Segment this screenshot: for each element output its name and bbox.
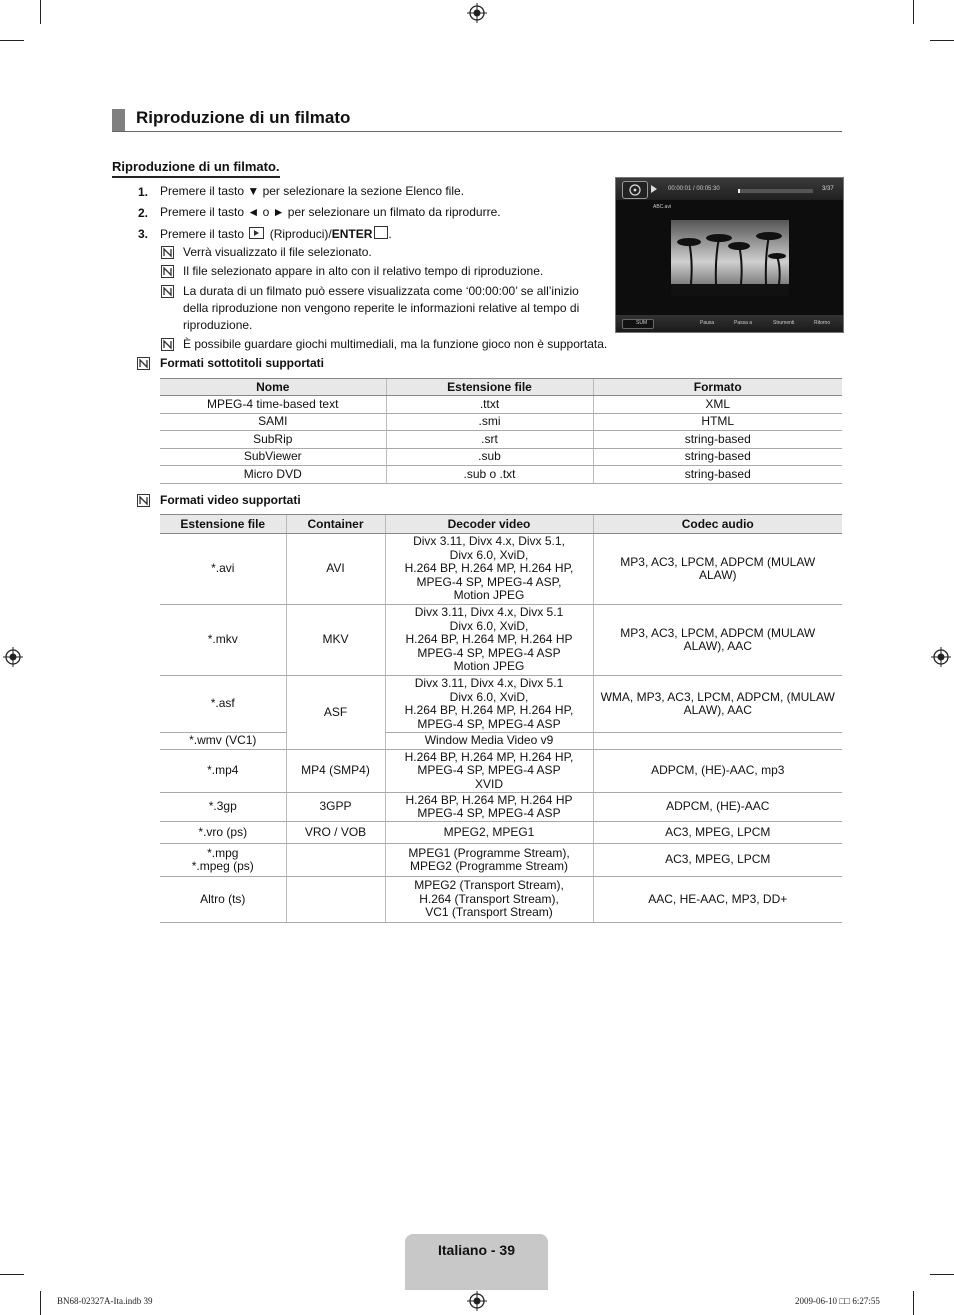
- enter-key-label: ENTER: [331, 227, 373, 241]
- table-cell: HTML: [593, 413, 842, 431]
- table-cell: .sub o .txt: [386, 466, 593, 484]
- table-cell: [286, 844, 385, 877]
- step-text: [160, 225, 392, 243]
- table-row: [160, 877, 842, 923]
- table-cell: .srt: [386, 431, 593, 449]
- file-name: ABC.avi: [653, 204, 672, 210]
- table-row: [160, 793, 842, 822]
- table-row: [160, 431, 842, 449]
- note-icon: [137, 357, 150, 370]
- note-icon: [161, 338, 174, 351]
- table-cell: H.264 BP, H.264 MP, H.264 HP, MPEG-4 SP, MPEG-4 ASP XVID: [385, 750, 593, 793]
- table-row: [160, 413, 842, 431]
- crop-mark: [0, 40, 24, 41]
- enter-key-icon: [374, 226, 388, 239]
- table-cell: AC3, MPEG, LPCM: [593, 844, 842, 877]
- table-cell: *.mp4: [160, 750, 286, 793]
- table-cell: H.264 BP, H.264 MP, H.264 HP MPEG-4 SP, MPEG-4 ASP: [385, 793, 593, 822]
- section-marker: [112, 109, 125, 131]
- video-formats-table: [160, 514, 842, 923]
- note-icon: [161, 246, 174, 259]
- step-text: Premere il tasto ◄ o ► per selezionare un filmato da riprodurre.: [160, 205, 501, 219]
- crop-mark: [913, 0, 914, 24]
- table-cell: ADPCM, (HE)-AAC, mp3: [593, 750, 842, 793]
- table-cell: *.vro (ps): [160, 822, 286, 844]
- crop-mark: [40, 0, 41, 24]
- table-row: [160, 396, 842, 414]
- progress-track: [738, 189, 813, 193]
- registration-mark-icon: [3, 647, 23, 667]
- table-cell: AC3, MPEG, LPCM: [593, 822, 842, 844]
- table-cell: string-based: [593, 431, 842, 449]
- column-header: Nome: [160, 379, 386, 396]
- column-header: Container: [286, 515, 385, 534]
- crop-mark: [930, 1274, 954, 1275]
- section-title: Riproduzione di un filmato: [136, 108, 351, 127]
- sum-label: SUM: [636, 320, 648, 326]
- step-number: 2.: [138, 206, 149, 220]
- table-cell: MP4 (SMP4): [286, 750, 385, 793]
- table-row: [160, 750, 842, 793]
- note-icon: [161, 285, 174, 298]
- table-cell: VRO / VOB: [286, 822, 385, 844]
- registration-mark-icon: [931, 647, 951, 667]
- column-header: Estensione file: [160, 515, 286, 534]
- subtitles-table: [160, 378, 842, 484]
- table-cell: SAMI: [160, 413, 386, 431]
- table-cell: 3GPP: [286, 793, 385, 822]
- table-cell: .smi: [386, 413, 593, 431]
- subsection-title: Riproduzione di un filmato.: [112, 159, 280, 178]
- table-cell: string-based: [593, 448, 842, 466]
- table-cell: MPEG-4 time-based text: [160, 396, 386, 414]
- step-text-post: .: [388, 227, 392, 241]
- table-cell: *.mkv: [160, 605, 286, 676]
- progress-fill: [738, 189, 740, 193]
- registration-mark-icon: [467, 3, 487, 23]
- registration-mark-icon: [467, 1291, 487, 1311]
- note-icon: [161, 265, 174, 278]
- step-number: 1.: [138, 185, 149, 199]
- print-date-info: 2009-06-10 □□ 6:27:55: [795, 1296, 880, 1306]
- crop-mark: [40, 1291, 41, 1315]
- playback-time: 00:00:01 / 00:05:30: [668, 186, 720, 192]
- note-text: È possibile guardare giochi multimediali, ma la funzione gioco non è supportata.: [183, 337, 608, 351]
- page-number: Italiano - 39: [437, 1242, 516, 1258]
- table-cell: Divx 3.11, Divx 4.x, Divx 5.1, Divx 6.0, XviD, H.264 BP, H.264 MP, H.264 HP, MPEG-4 SP, MPEG-4 ASP, Motion JPEG: [385, 534, 593, 605]
- table-cell: MPEG2 (Transport Stream), H.264 (Transport Stream), VC1 (Transport Stream): [385, 877, 593, 923]
- table-cell: string-based: [593, 466, 842, 484]
- table-cell: MPEG1 (Programme Stream), MPEG2 (Programme Stream): [385, 844, 593, 877]
- table-row: [160, 676, 842, 733]
- table-cell: *.wmv (VC1): [160, 733, 286, 750]
- control-return: Ritorno: [814, 320, 831, 326]
- note-text: riproduzione.: [183, 318, 253, 332]
- column-header: Estensione file: [386, 379, 593, 396]
- table-cell: MKV: [286, 605, 385, 676]
- table-cell: .ttxt: [386, 396, 593, 414]
- column-header: Formato: [593, 379, 842, 396]
- note-text: della riproduzione non vengono reperite le informazioni relative al tempo di: [183, 301, 580, 315]
- table-cell: ADPCM, (HE)-AAC: [593, 793, 842, 822]
- crop-mark: [0, 1274, 24, 1275]
- table-cell: Micro DVD: [160, 466, 386, 484]
- table-cell: [286, 877, 385, 923]
- step-text-pre: Premere il tasto: [160, 227, 245, 241]
- table-cell: XML: [593, 396, 842, 414]
- table-cell: .sub: [386, 448, 593, 466]
- table-row: [160, 844, 842, 877]
- subtitles-heading: Formati sottotitoli supportati: [160, 356, 324, 370]
- note-text: Verrà visualizzato il file selezionato.: [183, 245, 372, 259]
- table-cell: Altro (ts): [160, 877, 286, 923]
- table-row: [160, 534, 842, 605]
- table-row: [160, 605, 842, 676]
- palm-trees-image: [671, 220, 789, 296]
- table-cell: Divx 3.11, Divx 4.x, Divx 5.1 Divx 6.0, XviD, H.264 BP, H.264 MP, H.264 HP MPEG-4 SP, MPEG-4 ASP Motion JPEG: [385, 605, 593, 676]
- control-tools: Strumenti: [773, 320, 795, 326]
- section-divider: [112, 131, 842, 132]
- table-cell: *.avi: [160, 534, 286, 605]
- print-file-info: BN68-02327A-Ita.indb 39: [57, 1296, 153, 1306]
- table-cell: *.asf: [160, 676, 286, 733]
- player-top-bar: [616, 178, 843, 200]
- media-thumbnail: [622, 181, 648, 199]
- film-reel-icon: [623, 182, 647, 198]
- note-text: Il file selezionato appare in alto con il relativo tempo di riproduzione.: [183, 264, 544, 278]
- table-cell: Divx 3.11, Divx 4.x, Divx 5.1 Divx 6.0, XviD, H.264 BP, H.264 MP, H.264 HP, MPEG-4 SP, MPEG-4 ASP: [385, 676, 593, 733]
- player-screenshot: [615, 177, 844, 333]
- table-cell: *.mpg *.mpeg (ps): [160, 844, 286, 877]
- step-number: 3.: [138, 227, 149, 241]
- table-cell: *.3gp: [160, 793, 286, 822]
- table-row: [160, 822, 842, 844]
- video-heading: Formati video supportati: [160, 493, 301, 507]
- play-button-icon: [249, 227, 264, 239]
- table-cell: WMA, MP3, AC3, LPCM, ADPCM, (MULAW ALAW), AAC: [593, 676, 842, 733]
- table-row: [160, 448, 842, 466]
- column-header: Codec audio: [593, 515, 842, 534]
- table-cell: MPEG2, MPEG1: [385, 822, 593, 844]
- play-icon: [651, 185, 657, 193]
- player-bottom-bar: [616, 315, 843, 332]
- control-pause: Pausa: [700, 320, 715, 326]
- crop-mark: [913, 1291, 914, 1315]
- table-cell: MP3, AC3, LPCM, ADPCM (MULAW ALAW): [593, 534, 842, 605]
- video-frame: [671, 220, 789, 296]
- table-cell: Window Media Video v9: [385, 733, 593, 750]
- file-counter: 3/37: [822, 186, 834, 192]
- crop-mark: [930, 40, 954, 41]
- control-seek: Passa a: [734, 320, 753, 326]
- table-cell: SubRip: [160, 431, 386, 449]
- note-icon: [137, 494, 150, 507]
- note-text: La durata di un filmato può essere visualizzata come ‘00:00:00’ se all’inizio: [183, 284, 579, 298]
- table-cell: AVI: [286, 534, 385, 605]
- column-header: Decoder video: [385, 515, 593, 534]
- table-cell: SubViewer: [160, 448, 386, 466]
- step-text-mid: (Riproduci)/: [269, 227, 332, 241]
- table-cell: MP3, AC3, LPCM, ADPCM (MULAW ALAW), AAC: [593, 605, 842, 676]
- table-row: [160, 733, 842, 750]
- table-cell: AAC, HE-AAC, MP3, DD+: [593, 877, 842, 923]
- step-text: Premere il tasto ▼ per selezionare la sezione Elenco file.: [160, 184, 465, 198]
- table-row: [160, 466, 842, 484]
- table-cell: [593, 733, 842, 750]
- table-cell: ASF: [286, 676, 385, 750]
